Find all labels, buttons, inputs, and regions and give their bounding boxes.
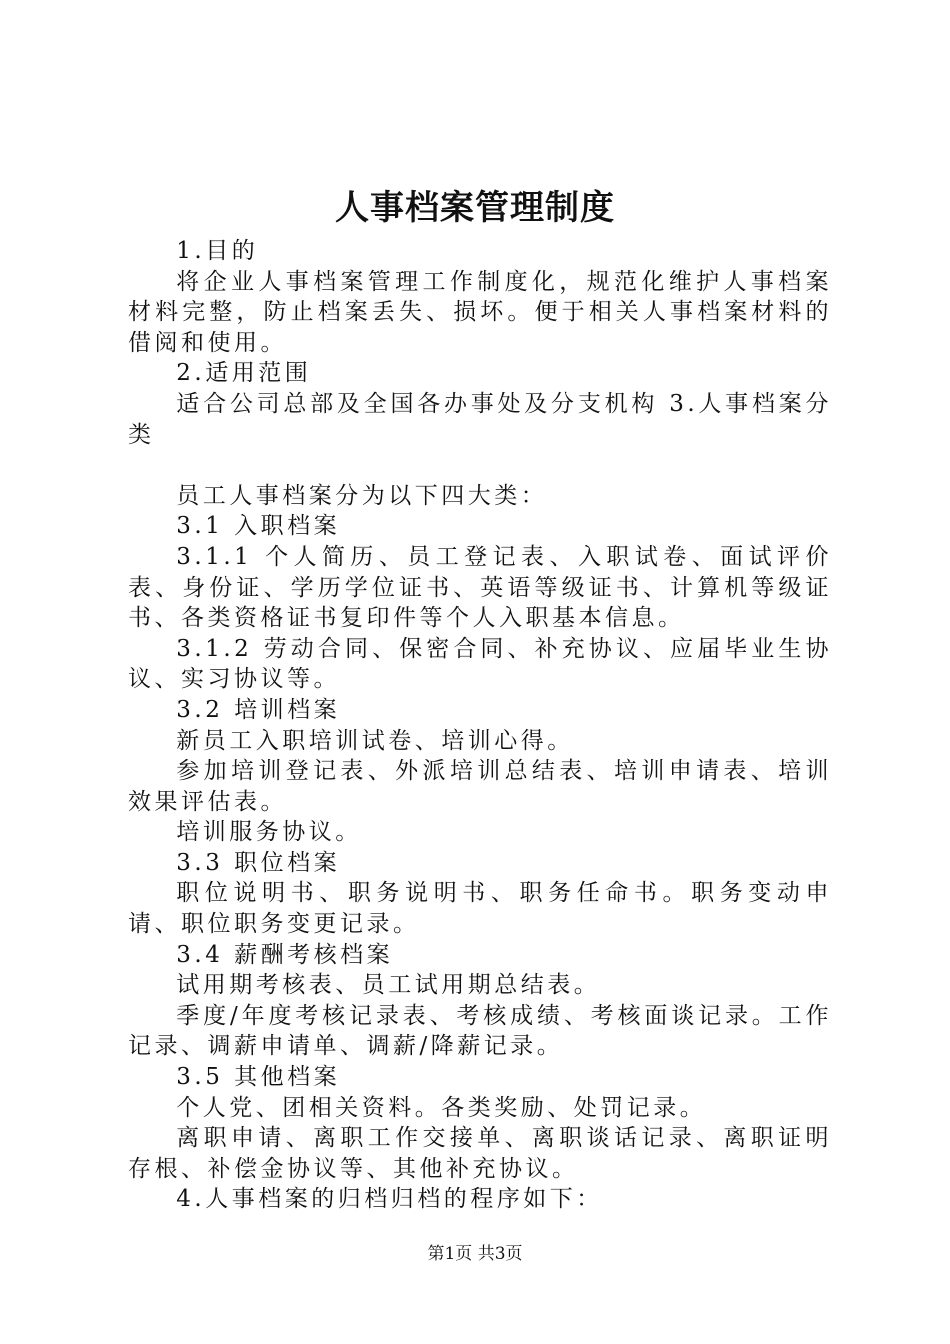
paragraph: 季度/年度考核记录表、考核成绩、考核面谈记录。工作记录、调薪申请单、调薪/降薪记录。: [128, 1002, 832, 1060]
paragraph: 3.1.2 劳动合同、保密合同、补充协议、应届毕业生协议、实习协议等。: [128, 635, 832, 693]
paragraph: 离职申请、离职工作交接单、离职谈话记录、离职证明存根、补偿金协议等、其他补充协议。: [128, 1125, 832, 1182]
paragraph: 新员工入职培训试卷、培训心得。: [176, 727, 574, 754]
paragraph: 4.人事档案的归档归档的程序如下：: [176, 1186, 603, 1213]
paragraph: 个人党、团相关资料。各类奖励、处罚记录。: [176, 1094, 707, 1121]
paragraph: 适合公司总部及全国各办事处及分支机构 3.人事档案分类: [128, 390, 832, 448]
paragraph: 3.4 薪酬考核档案: [176, 941, 394, 968]
paragraph: 3.1 入职档案: [176, 513, 341, 540]
paragraph: 培训服务协议。: [176, 819, 362, 846]
paragraph: 3.5 其他档案: [176, 1064, 341, 1091]
paragraph: 职位说明书、职务说明书、职务任命书。职务变动申请、职位职务变更记录。: [128, 880, 832, 938]
paragraph: 1.目的: [176, 238, 259, 264]
paragraph: 3.1.1 个人简历、员工登记表、入职试卷、面试评价表、身份证、学历学位证书、英语等级证书、计算机等级证书、各类资格证书复印件等个人入职基本信息。: [128, 543, 832, 632]
paragraph: 参加培训登记表、外派培训总结表、培训申请表、培训效果评估表。: [128, 758, 832, 815]
paragraph: 员工人事档案分为以下四大类：: [176, 482, 548, 509]
paragraph: 2.适用范围: [176, 360, 312, 387]
document-title: 人事档案管理制度: [335, 188, 615, 228]
paragraph: 将企业人事档案管理工作制度化，规范化维护人事档案材料完整，防止档案丢失、损坏。便于相关人事档案材料的借阅和使用。: [128, 268, 832, 356]
blank-line: [128, 450, 832, 481]
document-body: [128, 236, 832, 1215]
paragraph: 3.3 职位档案: [176, 849, 341, 876]
paragraph: 3.2 培训档案: [176, 696, 341, 723]
page-footer: 第1页 共3页: [427, 1244, 523, 1264]
paragraph: 试用期考核表、员工试用期总结表。: [176, 972, 601, 999]
